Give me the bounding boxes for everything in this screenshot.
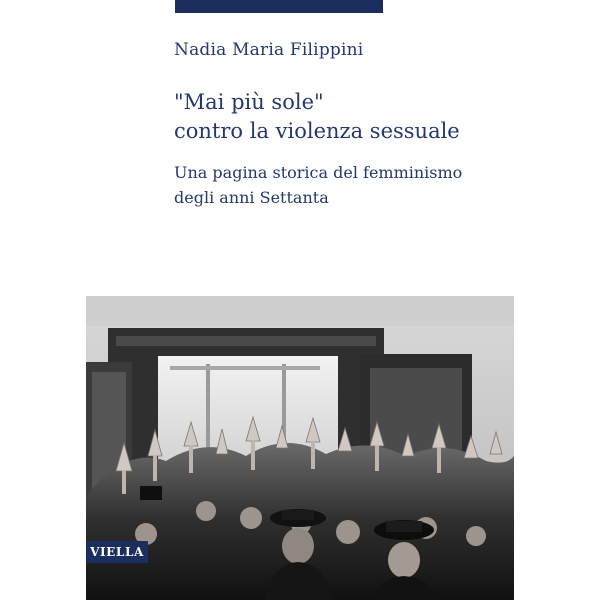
- subtitle-line-1: Una pagina storica del femminismo: [174, 163, 463, 182]
- top-color-band: [175, 0, 383, 13]
- title-line-1: "Mai più sole": [174, 90, 324, 114]
- book-title: [174, 88, 460, 146]
- author-name: Nadia Maria Filippini: [174, 40, 364, 60]
- publisher-logo: VIELLA: [86, 541, 148, 563]
- book-subtitle: [174, 160, 462, 210]
- cover-photo: [86, 296, 514, 600]
- title-line-2: contro la violenza sessuale: [174, 119, 460, 143]
- subtitle-line-2: degli anni Settanta: [174, 188, 329, 207]
- photo-camera: [140, 486, 162, 500]
- book-cover: [86, 0, 514, 600]
